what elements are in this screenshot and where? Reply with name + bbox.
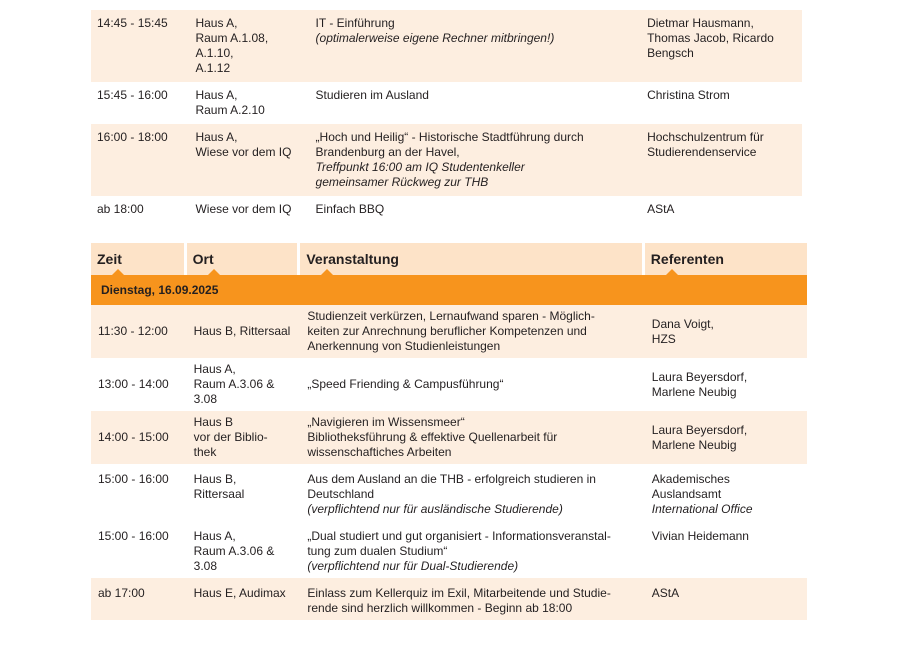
cell-veranstaltung (310, 124, 642, 196)
cell-ort (187, 464, 301, 521)
cell-veranstaltung (300, 305, 644, 358)
cell-line: Christina Strom (647, 88, 730, 102)
cell-line: Marlene Neubig (651, 437, 737, 452)
cell-zeit: 11:30 - 12:00 (91, 305, 187, 358)
table-row (91, 82, 802, 124)
cell-line: Laura Beyersdorf, (651, 422, 748, 437)
schedule-table-body (91, 275, 807, 620)
cell-line: AStA (651, 586, 680, 600)
table-row (91, 358, 807, 411)
cell-line: „Dual studiert und gut organisiert - Informationsveranstal- (307, 529, 611, 543)
cell-line: „Hoch und Heilig“ - Historische Stadtführung durch (315, 130, 584, 144)
cell-line: Einlass zum Kellerquiz im Exil, Mitarbeitende und Studie- (307, 586, 611, 600)
cell-line: Studierendenservice (647, 145, 757, 159)
schedule-table-continued (91, 10, 802, 223)
cell-zeit: 14:45 - 15:45 (91, 10, 189, 82)
cell-veranstaltung (300, 358, 644, 411)
cell-line: Haus B (193, 415, 233, 429)
cell-line: Raum A.2.10 (195, 103, 265, 117)
cell-referenten (641, 124, 802, 196)
cell-ort (187, 305, 301, 358)
table-row (91, 124, 802, 196)
cell-line: HZS (651, 331, 676, 346)
cell-line: Studieren im Ausland (315, 88, 429, 102)
cell-line: Raum A.1.08, A.1.10, (195, 31, 269, 60)
header-notch-icon (207, 269, 221, 276)
day-label: Dienstag, 16.09.2025 (91, 275, 807, 305)
table-row (91, 464, 807, 521)
cell-ort (187, 358, 301, 411)
cell-veranstaltung (300, 464, 644, 521)
cell-ort (189, 82, 309, 124)
cell-line: 3.08 (193, 392, 217, 406)
schedule-table (91, 243, 807, 620)
cell-line: Haus A, (193, 362, 236, 376)
cell-referenten (645, 464, 807, 521)
cell-line: (verpflichtend nur für ausländische Studierende) (307, 502, 563, 516)
table-row (91, 10, 802, 82)
header-row (91, 243, 807, 275)
cell-line: 3.08 (193, 559, 217, 573)
table-row (91, 305, 807, 358)
cell-referenten (641, 10, 802, 82)
cell-line: Haus B, (193, 472, 237, 486)
cell-line: Haus A, (193, 529, 236, 543)
cell-line: Wiese vor dem IQ (195, 145, 292, 159)
cell-line: Raum A.3.06 & (193, 544, 275, 558)
cell-line: Akademisches (651, 472, 730, 486)
cell-zeit: 13:00 - 14:00 (98, 377, 169, 391)
cell-line: A.1.12 (195, 61, 231, 75)
cell-line: wissenschaftiches Arbeiten (307, 445, 452, 459)
table-row (91, 521, 807, 578)
cell-veranstaltung (300, 578, 644, 620)
cell-line: Auslandsamt (651, 487, 722, 501)
cell-line: Hochschulzentrum für (647, 130, 764, 144)
cell-line: Aus dem Ausland an die THB - erfolgreich studieren in (307, 472, 596, 486)
cell-line: Studienzeit verkürzen, Lernaufwand sparen - Möglich- (307, 309, 595, 323)
cell-zeit: 15:00 - 16:00 (98, 472, 169, 486)
header-notch-icon (320, 269, 334, 276)
cell-referenten (641, 82, 802, 124)
cell-zeit: 15:45 - 16:00 (97, 88, 168, 102)
cell-line: Raum A.3.06 & (193, 377, 275, 391)
cell-ort (189, 124, 309, 196)
cell-line: IT - Einführung (315, 16, 395, 30)
cell-ort (189, 196, 309, 223)
table-row (91, 411, 807, 464)
cell-veranstaltung (310, 196, 642, 223)
cell-line: keiten zur Anrechnung beruflicher Kompetenzen und (307, 324, 587, 338)
cell-referenten (645, 305, 807, 358)
cell-zeit: 14:00 - 15:00 (91, 411, 187, 464)
cell-veranstaltung (310, 10, 642, 82)
cell-line: Treffpunkt 16:00 am IQ Studentenkeller (315, 160, 525, 174)
cell-referenten (645, 578, 807, 620)
cell-line: thek (193, 445, 217, 459)
cell-line: Brandenburg an der Havel, (315, 145, 460, 159)
cell-veranstaltung (300, 521, 644, 578)
cell-zeit: 16:00 - 18:00 (91, 124, 189, 196)
cell-line: Dana Voigt, (651, 316, 714, 331)
cell-line: „Navigieren im Wissensmeer“ (307, 415, 465, 429)
cell-line: Deutschland (307, 487, 375, 501)
header-zeit: Zeit (91, 243, 187, 275)
cell-ort (187, 578, 301, 620)
cell-line: Vivian Heidemann (651, 529, 749, 543)
cell-line: Haus E, Audimax (193, 586, 286, 600)
cell-line: AStA (647, 202, 675, 216)
cell-line: Bibliotheksführung & effektive Quellenarbeit für (307, 430, 558, 444)
cell-line: „Speed Friending & Campusführung“ (307, 377, 504, 391)
cell-veranstaltung (300, 411, 644, 464)
cell-line: Thomas Jacob, Ricardo (647, 31, 774, 45)
cell-line: vor der Biblio- (193, 430, 268, 444)
header-veranstaltung: Veranstaltung (300, 243, 644, 275)
cell-referenten (645, 521, 807, 578)
cell-ort (187, 521, 301, 578)
cell-line: Haus A, (195, 88, 238, 102)
cell-referenten (641, 196, 802, 223)
cell-line: Laura Beyersdorf, (651, 369, 748, 384)
cell-line: Haus A, (195, 16, 238, 30)
cell-line: Dietmar Hausmann, (647, 16, 754, 30)
cell-line: Haus A, (195, 130, 238, 144)
cell-line: Bengsch (647, 46, 694, 60)
header-notch-icon (111, 269, 125, 276)
schedule-table-continued-body (91, 10, 802, 223)
cell-line: (optimalerweise eigene Rechner mitbringen!) (315, 31, 555, 45)
cell-ort (189, 10, 309, 82)
header-notch-icon (665, 269, 679, 276)
cell-line: Einfach BBQ (315, 202, 385, 216)
cell-referenten (645, 358, 807, 411)
cell-zeit: 15:00 - 16:00 (98, 529, 169, 543)
cell-zeit: ab 18:00 (97, 202, 144, 216)
header-ort: Ort (187, 243, 301, 275)
cell-line: Rittersaal (193, 487, 245, 501)
cell-line: gemeinsamer Rückweg zur THB (315, 175, 489, 189)
cell-line: Marlene Neubig (651, 384, 737, 399)
cell-ort (187, 411, 301, 464)
cell-line: (verpflichtend nur für Dual-Studierende) (307, 559, 519, 573)
cell-line: rende sind herzlich willkommen - Beginn ab 18:00 (307, 601, 573, 615)
cell-line: Anerkennung von Studienleistungen (307, 339, 501, 353)
cell-line: Wiese vor dem IQ (195, 202, 292, 216)
cell-referenten (645, 411, 807, 464)
cell-line: tung zum dualen Studium“ (307, 544, 448, 558)
day-row (91, 275, 807, 305)
table-row (91, 196, 802, 223)
table-row (91, 578, 807, 620)
cell-zeit: ab 17:00 (91, 578, 187, 620)
cell-line: Haus B, Rittersaal (193, 324, 291, 338)
cell-veranstaltung (310, 82, 642, 124)
header-referenten: Referenten (645, 243, 807, 275)
cell-line: International Office (651, 502, 753, 516)
